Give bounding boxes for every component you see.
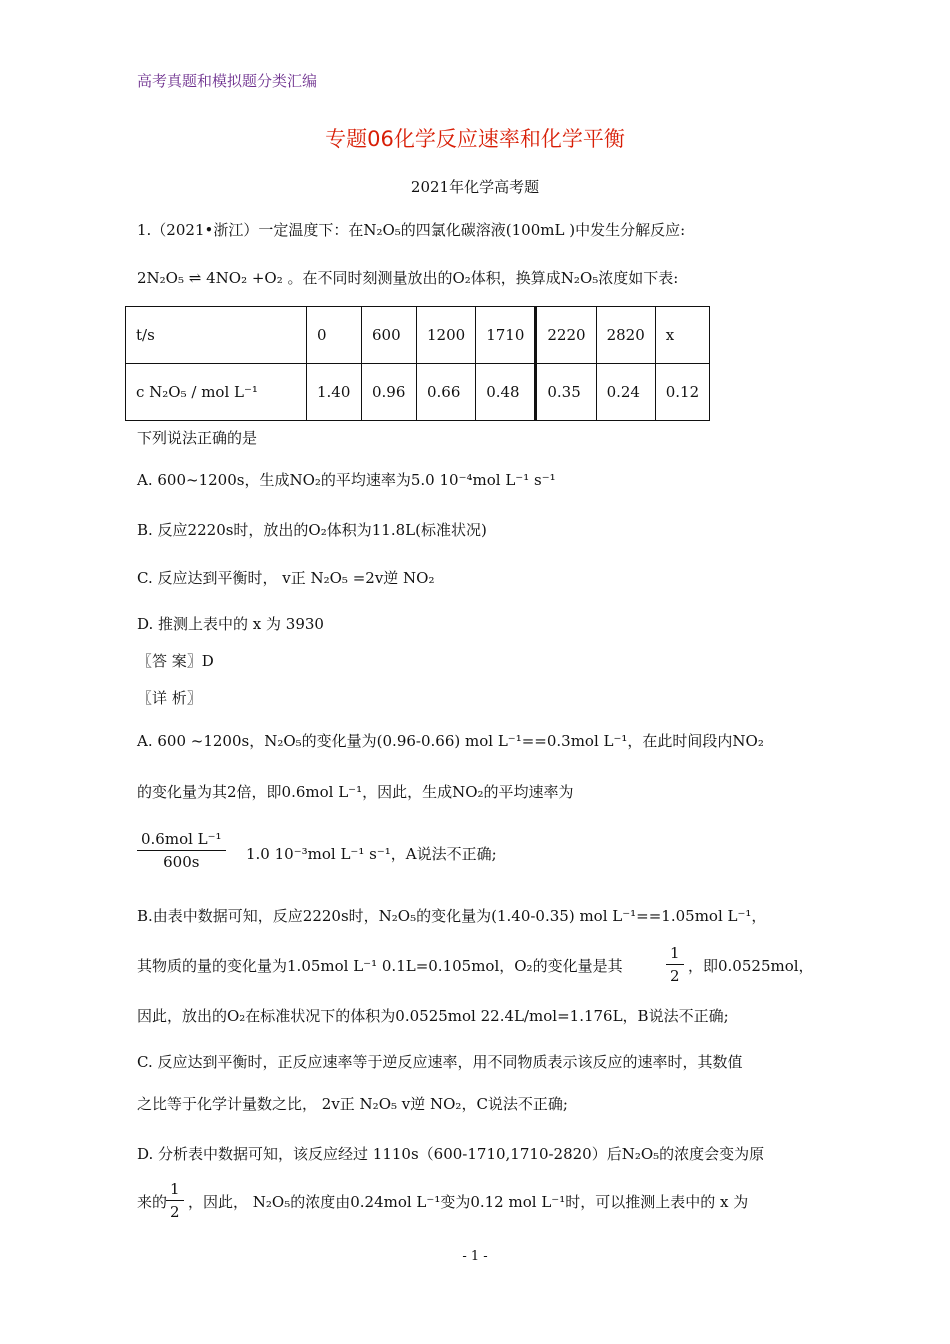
- analysis-d-line1: D. 分析表中数据可知，该反应经过 1110s（600-1710,1710-2820）后N₂O₅的浓度会变为原: [137, 1145, 765, 1163]
- section-subtitle: 2021年化学高考题: [410, 178, 540, 196]
- analysis-c-line1: C. 反应达到平衡时，正反应速率等于逆反应速率，用不同物质表示该反应的速率时，其数值: [137, 1053, 743, 1071]
- table-cell: 0.35: [536, 364, 596, 421]
- analysis-a-line2: 的变化量为其2倍，即0.6mol L⁻¹，因此，生成NO₂的平均速率为: [137, 783, 574, 801]
- option-c: C. 反应达到平衡时， v正 N₂O₅ =2v逆 NO₂: [137, 569, 435, 587]
- half-fraction: [666, 944, 684, 985]
- fraction-denominator: 2: [170, 1203, 180, 1221]
- table-row: [126, 307, 710, 364]
- table-cell: 0.12: [655, 364, 709, 421]
- table-cell: t/s: [126, 307, 307, 364]
- option-d: D. 推测上表中的 x 为 3930: [137, 615, 324, 633]
- analysis-a-line3: 1.0 10⁻³mol L⁻¹ s⁻¹，A说法不正确;: [246, 845, 497, 863]
- table-cell: x: [655, 307, 709, 364]
- concentration-table: [125, 306, 710, 421]
- fraction-denominator: 2: [670, 967, 680, 985]
- page-number: - 1 -: [462, 1249, 488, 1264]
- analysis-b-line3: 因此，放出的O₂在标准状况下的体积为0.0525mol 22.4L/mol=1.176L，B说法不正确;: [137, 1007, 729, 1025]
- fraction-numerator: 1: [666, 944, 684, 965]
- analysis-d-line2-post: ，因此， N₂O₅的浓度由0.24mol L⁻¹变为0.12 mol L⁻¹时，可以推测上表中的 x 为: [188, 1193, 749, 1211]
- table-cell: 0: [307, 307, 362, 364]
- question-prompt: 下列说法正确的是: [137, 429, 258, 447]
- analysis-b-line1: B.由表中数据可知，反应2220s时，N₂O₅的变化量为(1.40-0.35) mol L⁻¹==1.05mol L⁻¹，: [137, 907, 767, 925]
- answer-label: 〖答 案〗D: [137, 652, 214, 670]
- table-cell: 1.40: [307, 364, 362, 421]
- table-row: [126, 364, 710, 421]
- table-cell: c N₂O₅ / mol L⁻¹: [126, 364, 307, 421]
- question-stem-line2: 2N₂O₅ ⇌ 4NO₂ +O₂ 。在不同时刻测量放出的O₂体积，换算成N₂O₅浓度如下表:: [137, 269, 679, 287]
- rate-fraction: [137, 830, 226, 871]
- table-cell: 2220: [536, 307, 596, 364]
- analysis-label: 〖详 析〗: [137, 689, 202, 707]
- analysis-b-line2-post: ，即0.0525mol，: [688, 957, 814, 975]
- table-cell: 2820: [596, 307, 655, 364]
- table-cell: 0.24: [596, 364, 655, 421]
- fraction-denominator: 600s: [163, 853, 200, 871]
- question-stem-line1: 1.（2021•浙江）一定温度下：在N₂O₅的四氯化碳溶液(100mL )中发生分解反应:: [137, 221, 686, 239]
- table-cell: 0.96: [362, 364, 417, 421]
- table-cell: 1200: [417, 307, 476, 364]
- option-b: B. 反应2220s时，放出的O₂体积为11.8L(标准状况): [137, 521, 487, 539]
- document-header: 高考真题和模拟题分类汇编: [137, 72, 318, 90]
- analysis-c-line2: 之比等于化学计量数之比， 2v正 N₂O₅ v逆 NO₂，C说法不正确;: [137, 1095, 568, 1113]
- page-title: 专题06化学反应速率和化学平衡: [325, 127, 625, 151]
- table-cell: 0.48: [476, 364, 536, 421]
- table-cell: 600: [362, 307, 417, 364]
- table-cell: 0.66: [417, 364, 476, 421]
- analysis-b-line2-pre: 其物质的量的变化量为1.05mol L⁻¹ 0.1L=0.105mol，O₂的变化量是其: [137, 957, 623, 975]
- fraction-numerator: 1: [166, 1180, 184, 1201]
- analysis-d-line2-pre: 来的: [137, 1193, 168, 1211]
- table-cell: 1710: [476, 307, 536, 364]
- fraction-numerator: 0.6mol L⁻¹: [137, 830, 226, 851]
- option-a: A. 600~1200s，生成NO₂的平均速率为5.0 10⁻⁴mol L⁻¹ s⁻¹: [137, 471, 556, 489]
- analysis-a-line1: A. 600 ~1200s，N₂O₅的变化量为(0.96-0.66) mol L⁻¹==0.3mol L⁻¹，在此时间段内NO₂: [137, 732, 764, 750]
- half-fraction: [166, 1180, 184, 1221]
